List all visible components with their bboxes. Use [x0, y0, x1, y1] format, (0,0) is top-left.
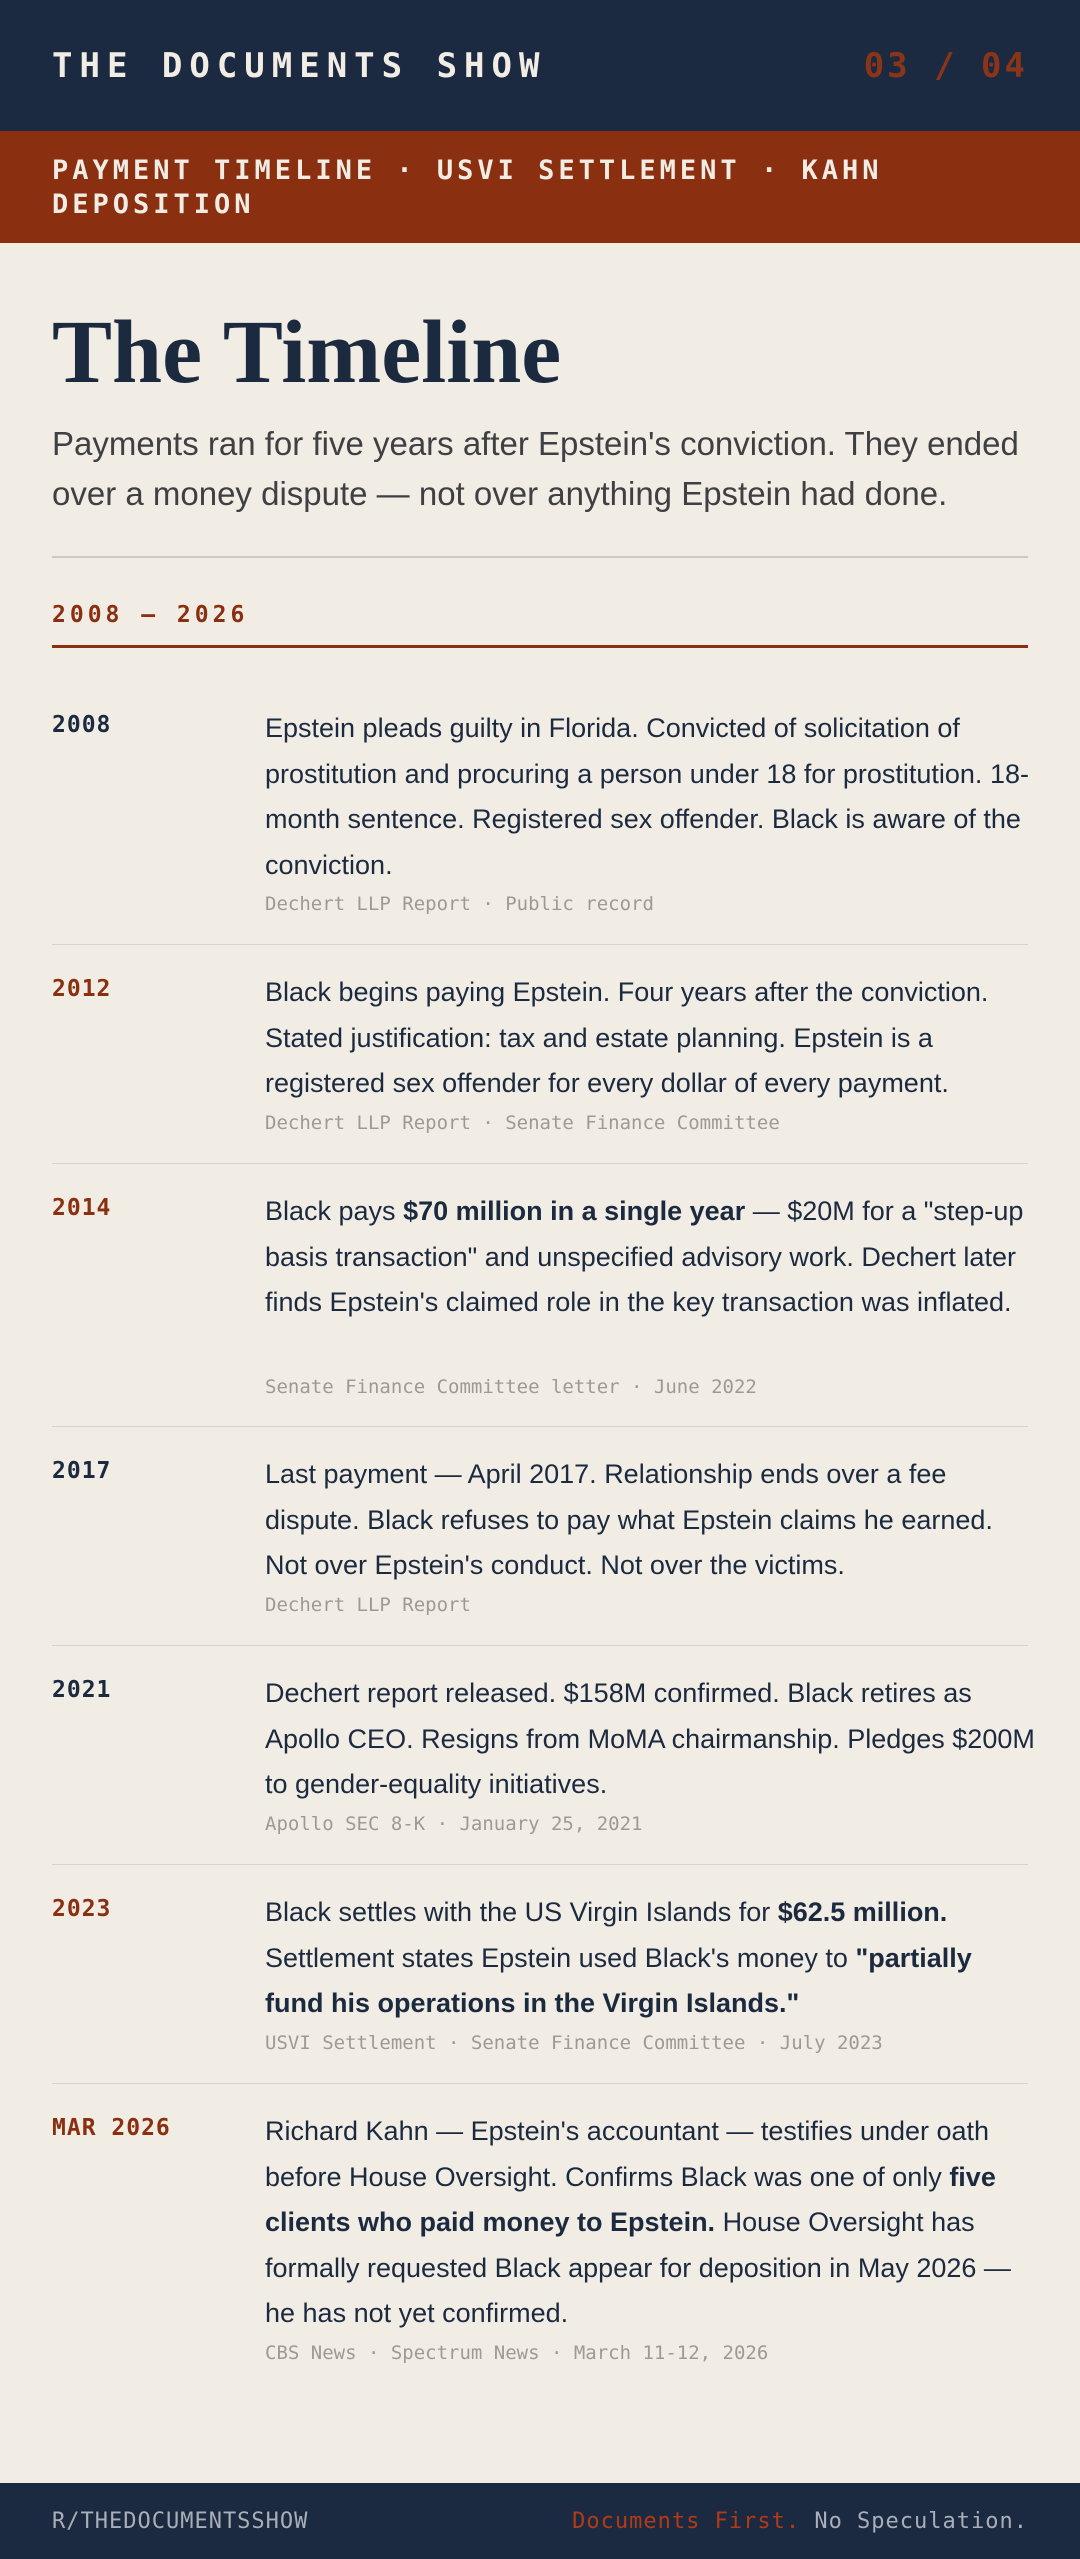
entry-source: USVI Settlement · Senate Finance Committee · July 2023	[265, 2032, 883, 2054]
entry-emphasis: $62.5 million.	[777, 1897, 948, 1927]
entry-text: Last payment — April 2017. Relationship ends over a fee dispute. Black refuses to pay what Epstein claims he earned. Not over Epstein's conduct. Not over the victims.	[265, 1459, 993, 1580]
entry-text: Epstein pleads guilty in Florida. Convicted of solicitation of prostitution and procuring a person under 18 for prostitution. 18-month sentence. Registered sex offender. Black is aware of the conviction.	[265, 713, 1029, 880]
entry-source: Dechert LLP Report · Senate Finance Committee	[265, 1112, 780, 1134]
entry-body	[265, 706, 1035, 888]
entry-divider	[52, 1426, 1028, 1427]
entry-divider	[52, 1645, 1028, 1646]
entry-body	[265, 2109, 1035, 2337]
date-range: 2008 – 2026	[52, 602, 249, 628]
entry-text: Black begins paying Epstein. Four years after the conviction. Stated justification: tax and estate planning. Epstein is a registered sex offender for every dollar of every payment.	[265, 977, 989, 1098]
entry-year: 2012	[52, 976, 112, 1002]
entry-divider	[52, 944, 1028, 945]
entry-emphasis: "partially fund his operations in the Virgin Islands."	[265, 1942, 972, 2018]
entry-emphasis: $70 million in a single year	[403, 1196, 746, 1226]
entry-year: 2017	[52, 1458, 112, 1484]
footer-tagline	[572, 2509, 1028, 2534]
entry-text: Black pays	[265, 1196, 404, 1226]
accent-divider	[52, 645, 1028, 648]
top-bar	[0, 0, 1080, 131]
entry-year: MAR 2026	[52, 2115, 171, 2141]
entry-body	[265, 970, 1035, 1107]
entry-year: 2008	[52, 712, 112, 738]
entry-year: 2014	[52, 1195, 112, 1221]
entry-text: Richard Kahn — Epstein's accountant — testifies under oath before House Oversight. Confirms Black was one of only	[265, 2116, 990, 2192]
entry-divider	[52, 1864, 1028, 1865]
entry-text: Settlement states Epstein used Black's money to	[265, 1942, 856, 1973]
page-counter: 03 / 04	[863, 45, 1028, 86]
entry-source: Dechert LLP Report	[265, 1594, 471, 1616]
entry-text: House Oversight has formally requested Black appear for deposition in May 2026 — he has not yet confirmed.	[265, 2207, 1011, 2328]
entry-source: Senate Finance Committee letter · June 2022	[265, 1376, 757, 1398]
entry-body	[265, 1671, 1035, 1808]
entry-body	[265, 1189, 1035, 1326]
brand-title: THE DOCUMENTS SHOW	[52, 45, 547, 86]
entry-divider	[52, 2083, 1028, 2084]
entry-source: Dechert LLP Report · Public record	[265, 893, 654, 915]
entry-body	[265, 1890, 1035, 2027]
entry-text: Black settles with the US Virgin Islands for	[265, 1897, 778, 1927]
entry-divider	[52, 1163, 1028, 1164]
footer-handle: R/THEDOCUMENTSSHOW	[52, 2508, 309, 2534]
divider	[52, 556, 1028, 558]
banner-text: PAYMENT TIMELINE · USVI SETTLEMENT · KAHN DEPOSITION	[52, 155, 883, 220]
entry-text: — $20M for a "step-up basis transaction" and unspecified advisory work. Dechert later finds Epstein's claimed role in the key transaction was inflated.	[265, 1196, 1024, 1317]
entry-body	[265, 1452, 1035, 1589]
entry-text: Dechert report released. $158M confirmed. Black retires as Apollo CEO. Resigns from MoMA chairmanship. Pledges $200M to gender-equality initiatives.	[265, 1678, 1035, 1799]
footer-bar	[0, 2483, 1080, 2559]
entry-source: Apollo SEC 8-K · January 25, 2021	[265, 1813, 643, 1835]
entry-year: 2023	[52, 1896, 112, 1922]
entry-source: CBS News · Spectrum News · March 11-12, 2026	[265, 2342, 769, 2364]
tagline-rest: No Speculation.	[800, 2508, 1028, 2534]
page-title: The Timeline	[52, 303, 562, 402]
topic-banner	[0, 131, 1080, 243]
intro-text: Payments ran for five years after Epstein's conviction. They ended over a money dispute — not over anything Epstein had done.	[52, 425, 1019, 512]
entry-emphasis: five clients who paid money to Epstein.	[265, 2161, 996, 2237]
entry-year: 2021	[52, 1677, 112, 1703]
tagline-highlight: Documents First.	[572, 2508, 801, 2534]
